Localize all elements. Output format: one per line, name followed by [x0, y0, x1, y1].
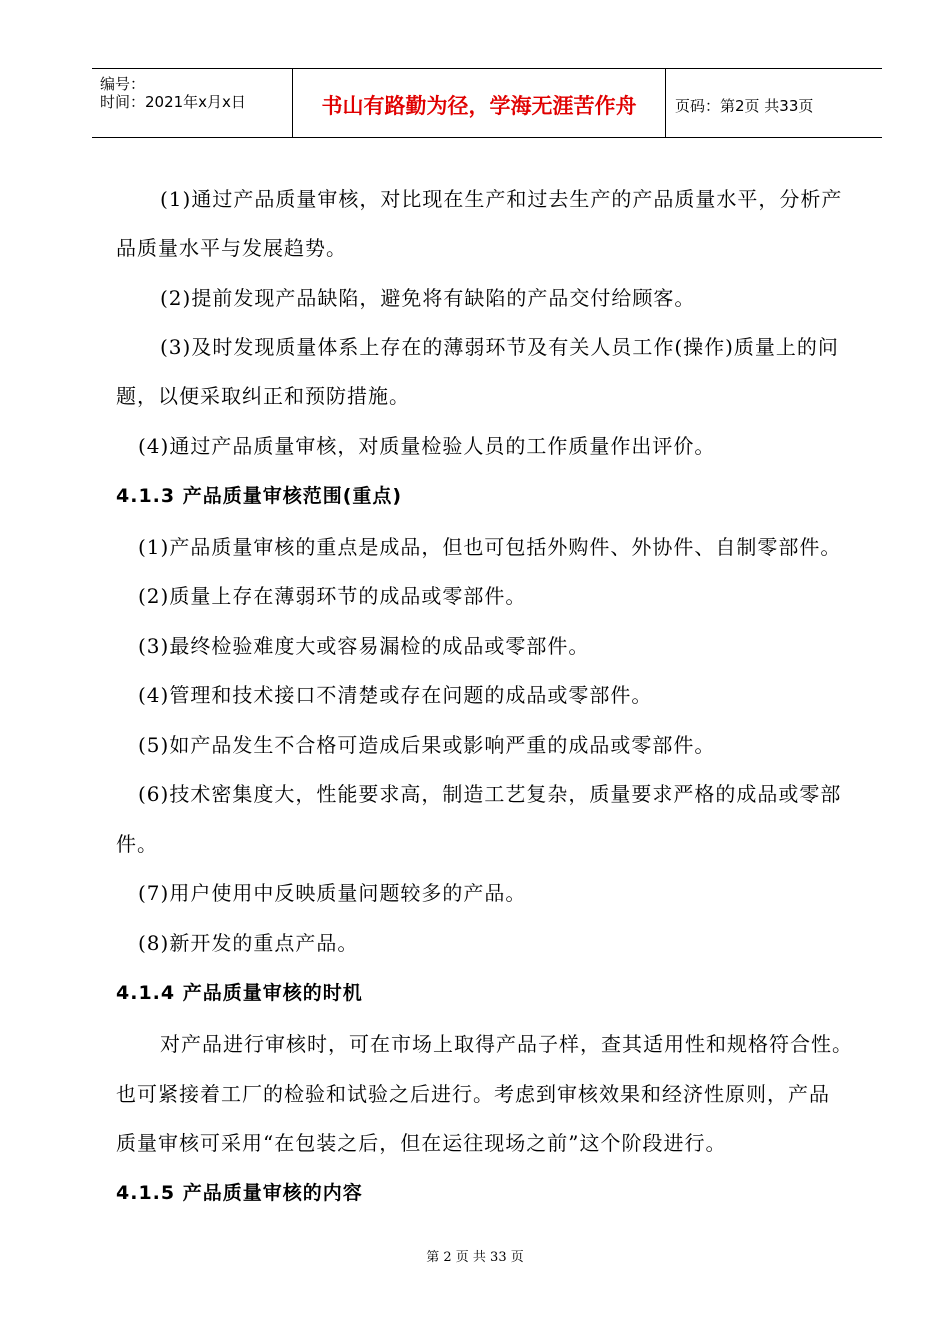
paragraph-line: (3)及时发现质量体系上存在的薄弱环节及有关人员工作(操作)质量上的问 [160, 335, 839, 359]
paragraph-line: (2)提前发现产品缺陷，避免将有缺陷的产品交付给顾客。 [160, 286, 696, 310]
paragraph-line: (4)通过产品质量审核，对质量检验人员的工作质量作出评价。 [138, 434, 716, 458]
list-item: (8)新开发的重点产品。 [138, 931, 359, 955]
paragraph-line: 质量审核可采用“在包装之后，但在运往现场之前”这个阶段进行。 [116, 1131, 727, 1155]
list-item: (5)如产品发生不合格可造成后果或影响严重的成品或零部件。 [138, 733, 716, 757]
page-header [92, 68, 882, 138]
document-time-label: 时间：2021年x月x日 [100, 93, 246, 111]
header-motto-cell [292, 69, 666, 137]
list-item: (4)管理和技术接口不清楚或存在问题的成品或零部件。 [138, 683, 653, 707]
list-item: (6)技术密集度大，性能要求高，制造工艺复杂，质量要求严格的成品或零部 [138, 782, 842, 806]
header-page-cell [665, 69, 882, 137]
list-item: (3)最终检验难度大或容易漏检的成品或零部件。 [138, 634, 590, 658]
header-meta [92, 69, 292, 137]
paragraph-line: (1)通过产品质量审核，对比现在生产和过去生产的产品质量水平，分析产 [160, 187, 843, 211]
page-footer-number: 第 2 页 共 33 页 [426, 1250, 524, 1265]
list-item-continuation: 件。 [116, 832, 158, 856]
paragraph-line: 题，以便采取纠正和预防措施。 [116, 384, 410, 408]
header-page-number: 页码：第2页 共33页 [675, 97, 814, 115]
list-item: (2)质量上存在薄弱环节的成品或零部件。 [138, 584, 527, 608]
paragraph-line: 也可紧接着工厂的检验和试验之后进行。考虑到审核效果和经济性原则，产品 [116, 1082, 830, 1106]
document-number-label: 编号： [100, 75, 146, 93]
paragraph-line: 对产品进行审核时，可在市场上取得产品子样，查其适用性和规格符合性。 [160, 1032, 853, 1056]
section-heading-4-1-3: 4.1.3 产品质量审核范围(重点) [116, 485, 403, 507]
paragraph-line: 品质量水平与发展趋势。 [116, 236, 347, 260]
list-item: (7)用户使用中反映质量问题较多的产品。 [138, 881, 527, 905]
section-heading-4-1-5: 4.1.5 产品质量审核的内容 [116, 1182, 363, 1204]
section-heading-4-1-4: 4.1.4 产品质量审核的时机 [116, 982, 363, 1004]
list-item: (1)产品质量审核的重点是成品，但也可包括外购件、外协件、自制零部件。 [138, 535, 842, 559]
header-motto: 书山有路勤为径，学海无涯苦作舟 [321, 94, 637, 118]
